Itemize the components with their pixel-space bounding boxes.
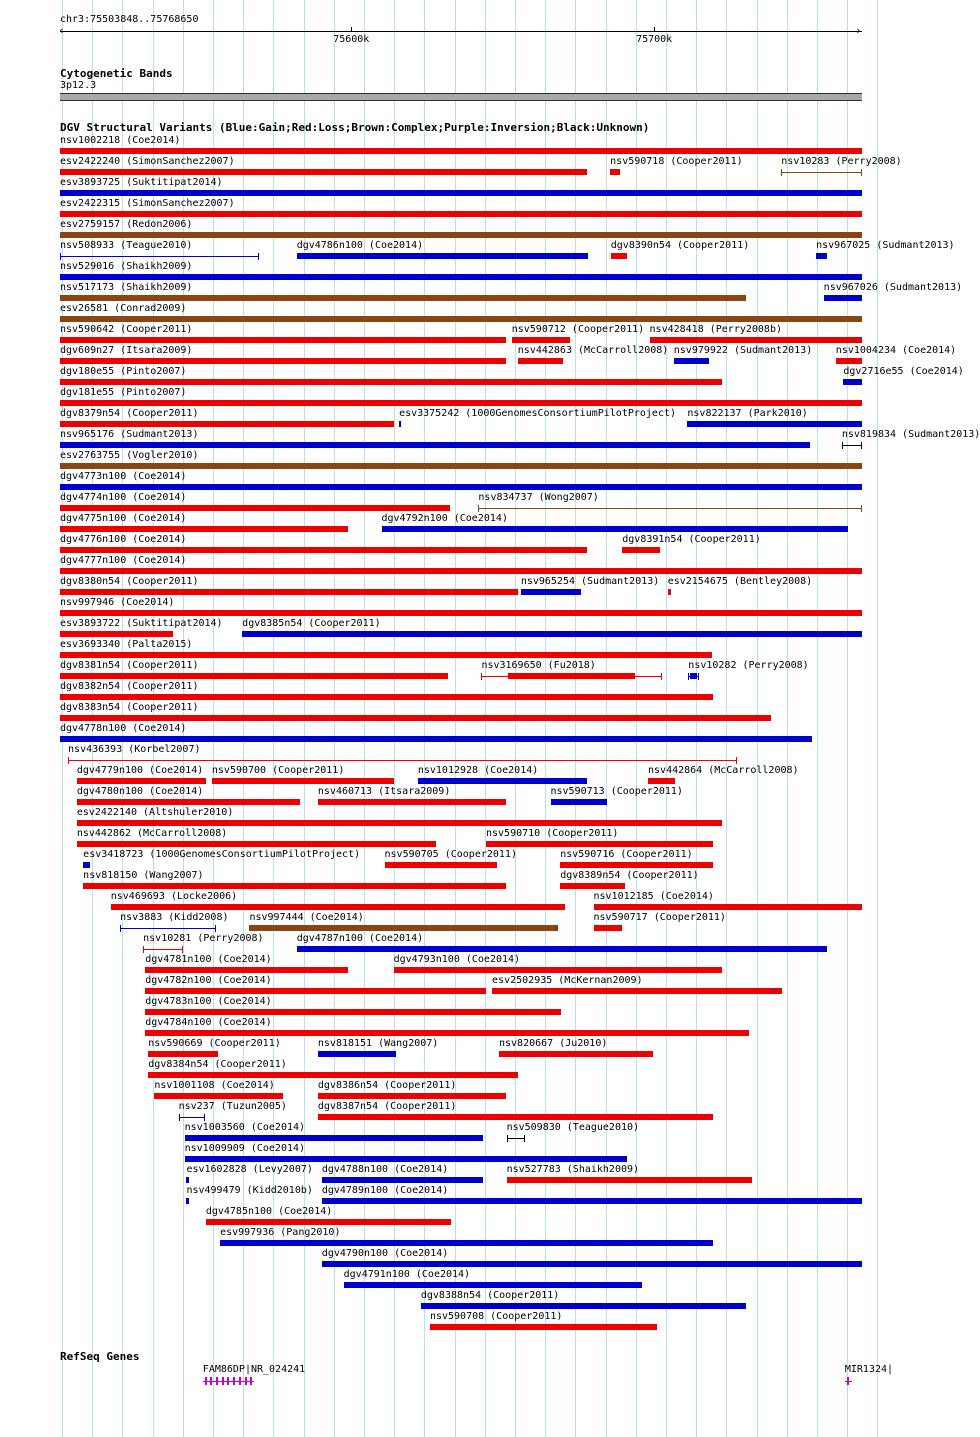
variant-line[interactable] <box>842 445 862 446</box>
variant-label[interactable]: dgv4782n100 (Coe2014) <box>145 975 272 986</box>
variant-label[interactable]: nsv590712 (Cooper2011) <box>511 324 645 335</box>
variant-label[interactable]: nsv818151 (Wang2007) <box>317 1038 439 1049</box>
variant-label[interactable]: esv3693340 (Palta2015) <box>60 639 193 650</box>
variant-label[interactable]: dgv4793n100 (Coe2014) <box>393 954 521 965</box>
variant-label[interactable]: nsv590713 (Cooper2011) <box>550 786 683 797</box>
variant-bar[interactable] <box>674 358 709 364</box>
variant-bar[interactable] <box>322 1261 862 1267</box>
variant-bar[interactable] <box>385 862 497 868</box>
gene-exon <box>245 1377 247 1385</box>
variant-bar[interactable] <box>154 1093 283 1099</box>
variant-start-tick <box>842 442 843 449</box>
variant-end-tick <box>204 1114 205 1121</box>
variant-bar[interactable] <box>650 337 862 343</box>
variant-bar[interactable] <box>60 589 518 595</box>
variant-label[interactable]: dgv4786n100 (Coe2014) <box>296 240 424 251</box>
variant-label[interactable]: dgv4775n100 (Coe2014) <box>60 513 187 524</box>
variant-bar[interactable] <box>60 232 862 238</box>
variant-label[interactable]: nsv460713 (Itsara2009) <box>317 786 451 797</box>
variant-line[interactable] <box>120 928 216 929</box>
variant-label[interactable]: nsv1002218 (Coe2014) <box>60 135 181 146</box>
variant-bar[interactable] <box>185 1135 483 1141</box>
variant-label[interactable]: esv3418723 (1000GenomesConsortiumPilotProject) <box>83 849 361 860</box>
variant-bar[interactable] <box>611 253 627 259</box>
variant-bar[interactable] <box>594 925 623 931</box>
variant-start-tick <box>68 757 69 764</box>
variant-label[interactable]: dgv8391n54 (Cooper2011) <box>622 534 761 545</box>
variant-label[interactable]: esv2422315 (SimonSanchez2007) <box>60 198 235 209</box>
variant-label[interactable]: nsv529016 (Shaikh2009) <box>60 261 193 272</box>
variant-label[interactable]: dgv8381n54 (Cooper2011) <box>60 660 199 671</box>
variant-label[interactable]: esv2154675 (Bentley2008) <box>667 576 813 587</box>
variant-bar[interactable] <box>297 253 588 259</box>
gene-exon <box>847 1377 849 1385</box>
variant-label[interactable]: esv2759157 (Redon2006) <box>60 219 193 230</box>
variant-end-tick <box>861 442 862 449</box>
variant-label[interactable]: dgv4785n100 (Coe2014) <box>205 1206 333 1217</box>
variant-bar[interactable] <box>77 778 206 784</box>
variant-bar[interactable] <box>60 400 862 406</box>
variant-bar[interactable] <box>507 1177 752 1183</box>
variant-label[interactable]: nsv509830 (Teague2010) <box>506 1122 640 1133</box>
variant-bar[interactable] <box>394 967 722 973</box>
gene-exon <box>250 1377 252 1385</box>
variant-label[interactable]: nsv436393 (Korbel2007) <box>68 744 201 755</box>
variant-label[interactable]: esv1602828 (Levy2007) <box>186 1164 313 1175</box>
variant-line[interactable] <box>478 508 862 509</box>
variant-label[interactable]: dgv4789n100 (Coe2014) <box>321 1185 449 1196</box>
gene-label[interactable]: MIR1324| <box>844 1364 894 1375</box>
variant-label[interactable]: nsv590710 (Cooper2011) <box>485 828 619 839</box>
variant-bar[interactable] <box>816 253 827 259</box>
variant-label[interactable]: dgv4783n100 (Coe2014) <box>145 996 272 1007</box>
variant-bar[interactable] <box>145 1030 749 1036</box>
variant-bar[interactable] <box>186 1198 188 1204</box>
refseq-track-title: RefSeq Genes <box>60 1350 140 1363</box>
variant-bar[interactable] <box>60 337 506 343</box>
variant-label[interactable]: dgv4792n100 (Coe2014) <box>381 513 508 524</box>
variant-bar[interactable] <box>322 1198 862 1204</box>
variant-label[interactable]: dgv8386n54 (Cooper2011) <box>317 1080 457 1091</box>
variant-label[interactable]: nsv997444 (Coe2014) <box>249 912 364 923</box>
ruler-tick <box>654 27 655 32</box>
variant-end-tick <box>258 253 259 260</box>
variant-label[interactable]: nsv1004234 (Coe2014) <box>835 345 957 356</box>
variant-bar[interactable] <box>60 715 771 721</box>
variant-bar[interactable] <box>824 295 862 301</box>
variant-label[interactable]: esv2422140 (Altshuler2010) <box>76 807 234 818</box>
variant-start-tick <box>507 1135 508 1142</box>
variant-label[interactable]: nsv517173 (Shaikh2009) <box>60 282 193 293</box>
variant-label[interactable]: nsv590669 (Cooper2011) <box>148 1038 281 1049</box>
ruler-tick-label: 75700k <box>636 34 673 45</box>
grid-line <box>877 0 878 1437</box>
variant-label[interactable]: nsv967025 (Sudmant2013) <box>816 240 955 251</box>
variant-label[interactable]: dgv8382n54 (Cooper2011) <box>60 681 199 692</box>
variant-label[interactable]: nsv442862 (McCarroll2008) <box>76 828 228 839</box>
variant-bar[interactable] <box>318 1093 506 1099</box>
variant-end-tick <box>861 169 862 176</box>
variant-bar[interactable] <box>499 1051 653 1057</box>
variant-line[interactable] <box>68 760 737 761</box>
variant-bar[interactable] <box>318 799 506 805</box>
variant-bar[interactable] <box>60 547 587 553</box>
variant-bar[interactable] <box>77 799 300 805</box>
variant-start-tick <box>478 505 479 512</box>
variant-label[interactable]: dgv4780n100 (Coe2014) <box>76 786 204 797</box>
variant-bar[interactable] <box>60 358 506 364</box>
variant-bar[interactable] <box>60 610 862 616</box>
variant-bar[interactable] <box>242 631 862 637</box>
variant-bar[interactable] <box>60 526 348 532</box>
ruler-left-arrow: ‹ <box>58 24 65 37</box>
variant-label[interactable]: dgv4781n100 (Coe2014) <box>145 954 272 965</box>
variant-line[interactable] <box>143 949 182 950</box>
variant-label[interactable]: nsv818150 (Wang2007) <box>83 870 204 881</box>
cytoband-label: 3p12.3 <box>60 80 97 91</box>
variant-start-tick <box>60 253 61 260</box>
variant-label[interactable]: nsv10282 (Perry2008) <box>688 660 809 671</box>
variant-label[interactable]: nsv997946 (Coe2014) <box>60 597 175 608</box>
variant-label[interactable]: dgv8385n54 (Cooper2011) <box>242 618 381 629</box>
variant-bar[interactable] <box>560 862 713 868</box>
gene-exon <box>227 1377 229 1385</box>
variant-label[interactable]: nsv527783 (Shaikh2009) <box>506 1164 640 1175</box>
variant-label[interactable]: dgv8389n54 (Cooper2011) <box>560 870 699 881</box>
variant-bar[interactable] <box>344 1282 642 1288</box>
variant-bar[interactable] <box>60 190 862 196</box>
variant-label[interactable]: dgv8379n54 (Cooper2011) <box>60 408 199 419</box>
variant-label[interactable]: nsv10281 (Perry2008) <box>143 933 264 944</box>
variant-bar[interactable] <box>60 484 862 490</box>
ruler-tick-label: 75600k <box>333 34 370 45</box>
variant-label[interactable]: dgv4790n100 (Coe2014) <box>321 1248 449 1259</box>
ruler-axis <box>60 31 862 32</box>
variant-end-tick <box>524 1135 525 1142</box>
variant-bar[interactable] <box>60 442 810 448</box>
variant-bar[interactable] <box>148 1072 517 1078</box>
variant-label[interactable]: dgv8387n54 (Cooper2011) <box>317 1101 457 1112</box>
variant-bar[interactable] <box>111 904 566 910</box>
gene-exon <box>205 1377 207 1385</box>
variant-bar[interactable] <box>60 316 862 322</box>
variant-bar[interactable] <box>249 925 558 931</box>
variant-label[interactable]: nsv590642 (Cooper2011) <box>60 324 193 335</box>
variant-label[interactable]: esv2422240 (SimonSanchez2007) <box>60 156 235 167</box>
variant-end-tick <box>215 925 216 932</box>
variant-bar[interactable] <box>521 589 582 595</box>
variant-label[interactable]: nsv10283 (Perry2008) <box>781 156 902 167</box>
variant-label[interactable]: nsv819834 (Sudmant2013) <box>841 429 980 440</box>
variant-bar[interactable] <box>145 967 348 973</box>
variant-bar[interactable] <box>77 820 722 826</box>
gene-label[interactable]: FAM86DP|NR_024241 <box>202 1364 306 1375</box>
variant-end-tick <box>661 673 662 680</box>
variant-bar[interactable] <box>560 883 625 889</box>
variant-bar[interactable] <box>594 904 862 910</box>
variant-label[interactable]: dgv8388n54 (Cooper2011) <box>420 1290 560 1301</box>
variant-end-tick <box>861 505 862 512</box>
variant-label[interactable]: nsv469693 (Locke2006) <box>110 891 238 902</box>
variant-label[interactable]: nsv237 (Tuzun2005) <box>178 1101 287 1112</box>
variant-label[interactable]: nsv590717 (Cooper2011) <box>593 912 726 923</box>
variant-label[interactable]: nsv1012928 (Coe2014) <box>417 765 539 776</box>
variant-bar[interactable] <box>145 1009 561 1015</box>
variant-label[interactable]: dgv4787n100 (Coe2014) <box>296 933 424 944</box>
variant-core-bar[interactable] <box>690 673 697 679</box>
variant-bar[interactable] <box>77 841 436 847</box>
variant-core-bar[interactable] <box>508 673 634 679</box>
variant-label[interactable]: esv3375242 (1000GenomesConsortiumPilotProject) <box>399 408 677 419</box>
variant-label[interactable]: esv3893725 (Suktitipat2014) <box>60 177 223 188</box>
variant-bar[interactable] <box>60 631 173 637</box>
variant-bar[interactable] <box>60 421 394 427</box>
variant-line[interactable] <box>60 256 259 257</box>
variant-label[interactable]: nsv442864 (McCarroll2008) <box>648 765 799 776</box>
gene-exon <box>222 1377 224 1385</box>
variant-label[interactable]: nsv508933 (Teague2010) <box>60 240 193 251</box>
variant-label[interactable]: nsv1001108 (Coe2014) <box>154 1080 275 1091</box>
variant-bar[interactable] <box>622 547 660 553</box>
variant-bar[interactable] <box>60 694 713 700</box>
variant-label[interactable]: nsv967026 (Sudmant2013) <box>823 282 963 293</box>
variant-label[interactable]: nsv442863 (McCarroll2008) <box>517 345 669 356</box>
variant-start-tick <box>143 946 144 953</box>
variant-label[interactable]: nsv979922 (Sudmant2013) <box>673 345 813 356</box>
gene-exon <box>210 1377 212 1385</box>
variant-bar[interactable] <box>60 463 862 469</box>
variant-label[interactable]: esv26581 (Conrad2009) <box>60 303 187 314</box>
variant-bar[interactable] <box>60 568 862 574</box>
variant-label[interactable]: dgv4778n100 (Coe2014) <box>60 723 187 734</box>
variant-line[interactable] <box>507 1138 525 1139</box>
variant-start-tick <box>179 1114 180 1121</box>
gene-exon <box>216 1377 218 1385</box>
gene-exon <box>233 1377 235 1385</box>
ruler-right-arrow: › <box>855 24 862 37</box>
cytoband-title: Cytogenetic Bands <box>60 67 173 80</box>
variant-label[interactable]: dgv4776n100 (Coe2014) <box>60 534 187 545</box>
variant-bar[interactable] <box>382 526 848 532</box>
dgv-track-title: DGV Structural Variants (Blue:Gain;Red:Loss;Brown:Complex;Purple:Inversion;Black:Unknown) <box>60 121 650 134</box>
variant-bar[interactable] <box>836 358 862 364</box>
variant-bar[interactable] <box>668 589 671 595</box>
variant-label[interactable]: nsv590718 (Cooper2011) <box>610 156 743 167</box>
variant-bar[interactable] <box>145 988 486 994</box>
variant-label[interactable]: nsv3169650 (Fu2018) <box>481 660 596 671</box>
variant-bar[interactable] <box>60 652 712 658</box>
variant-label[interactable]: nsv590705 (Cooper2011) <box>384 849 517 860</box>
variant-bar[interactable] <box>512 337 570 343</box>
variant-bar[interactable] <box>421 1303 747 1309</box>
variant-label[interactable]: dgv4774n100 (Coe2014) <box>60 492 187 503</box>
region-label: chr3:75503848..75768650 <box>60 14 199 25</box>
variant-end-tick <box>698 673 699 680</box>
variant-label[interactable]: nsv590716 (Cooper2011) <box>560 849 693 860</box>
variant-bar[interactable] <box>610 169 620 175</box>
variant-label[interactable]: nsv1003560 (Coe2014) <box>184 1122 306 1133</box>
variant-bar[interactable] <box>212 778 394 784</box>
variant-bar[interactable] <box>83 883 506 889</box>
variant-end-tick <box>736 757 737 764</box>
variant-label[interactable]: esv2502935 (McKernan2009) <box>492 975 643 986</box>
variant-bar[interactable] <box>399 421 401 427</box>
variant-label[interactable]: nsv834737 (Wong2007) <box>478 492 599 503</box>
variant-bar[interactable] <box>148 1051 218 1057</box>
variant-label[interactable]: nsv590700 (Cooper2011) <box>211 765 345 776</box>
variant-bar[interactable] <box>185 1156 627 1162</box>
variant-label[interactable]: dgv4784n100 (Coe2014) <box>145 1017 272 1028</box>
ruler-tick <box>351 27 352 32</box>
variant-bar[interactable] <box>83 862 90 868</box>
variant-label[interactable]: nsv1009909 (Coe2014) <box>184 1143 306 1154</box>
variant-bar[interactable] <box>648 778 675 784</box>
variant-label[interactable]: dgv8384n54 (Cooper2011) <box>148 1059 287 1070</box>
variant-bar[interactable] <box>206 1219 451 1225</box>
variant-label[interactable]: dgv4779n100 (Coe2014) <box>76 765 204 776</box>
variant-label[interactable]: dgv8383n54 (Cooper2011) <box>60 702 199 713</box>
variant-label[interactable]: dgv4791n100 (Coe2014) <box>343 1269 471 1280</box>
variant-bar[interactable] <box>486 841 713 847</box>
variant-bar[interactable] <box>60 169 587 175</box>
variant-bar[interactable] <box>518 358 563 364</box>
variant-label[interactable]: dgv609n27 (Itsara2009) <box>60 345 193 356</box>
variant-label[interactable]: nsv820667 (Ju2010) <box>499 1038 608 1049</box>
variant-bar[interactable] <box>318 1114 713 1120</box>
variant-label[interactable]: nsv428418 (Perry2008b) <box>649 324 782 335</box>
variant-label[interactable]: nsv3883 (Kidd2008) <box>120 912 229 923</box>
variant-label[interactable]: dgv2716e55 (Coe2014) <box>843 366 964 377</box>
variant-line[interactable] <box>781 172 862 173</box>
variant-bar[interactable] <box>60 148 862 154</box>
variant-label[interactable]: dgv4773n100 (Coe2014) <box>60 471 187 482</box>
variant-start-tick <box>781 169 782 176</box>
variant-label[interactable]: nsv499479 (Kidd2010b) <box>186 1185 313 1196</box>
cytoband-bar[interactable] <box>60 93 862 101</box>
variant-label[interactable]: dgv181e55 (Pinto2007) <box>60 387 187 398</box>
variant-bar[interactable] <box>60 274 862 280</box>
variant-bar[interactable] <box>318 1051 396 1057</box>
variant-label[interactable]: nsv822137 (Park2010) <box>687 408 808 419</box>
variant-start-tick <box>120 925 121 932</box>
variant-bar[interactable] <box>551 799 607 805</box>
gene-exon <box>239 1377 241 1385</box>
variant-label[interactable]: nsv590708 (Cooper2011) <box>429 1311 563 1322</box>
variant-bar[interactable] <box>418 778 588 784</box>
variant-line[interactable] <box>179 1117 206 1118</box>
variant-label[interactable]: nsv1012185 (Coe2014) <box>593 891 714 902</box>
variant-bar[interactable] <box>430 1324 657 1330</box>
variant-bar[interactable] <box>186 1177 188 1183</box>
variant-label[interactable]: dgv8380n54 (Cooper2011) <box>60 576 199 587</box>
variant-bar[interactable] <box>322 1177 483 1183</box>
variant-bar[interactable] <box>60 379 722 385</box>
variant-end-tick <box>182 946 183 953</box>
variant-bar[interactable] <box>220 1240 713 1246</box>
variant-start-tick <box>481 673 482 680</box>
variant-bar[interactable] <box>687 421 862 427</box>
variant-label[interactable]: dgv4788n100 (Coe2014) <box>321 1164 449 1175</box>
variant-label[interactable]: esv2763755 (Vogler2010) <box>60 450 199 461</box>
variant-bar[interactable] <box>492 988 782 994</box>
variant-label[interactable]: nsv965176 (Sudmant2013) <box>60 429 199 440</box>
variant-bar[interactable] <box>60 295 746 301</box>
variant-label[interactable]: nsv965254 (Sudmant2013) <box>520 576 660 587</box>
variant-bar[interactable] <box>843 379 862 385</box>
variant-bar[interactable] <box>60 505 450 511</box>
variant-bar[interactable] <box>60 673 448 679</box>
variant-label[interactable]: esv3893722 (Suktitipat2014) <box>60 618 223 629</box>
variant-label[interactable]: dgv4777n100 (Coe2014) <box>60 555 187 566</box>
variant-label[interactable]: esv997936 (Pang2010) <box>220 1227 341 1238</box>
variant-bar[interactable] <box>297 946 827 952</box>
variant-label[interactable]: dgv8390n54 (Cooper2011) <box>610 240 750 251</box>
variant-bar[interactable] <box>60 211 862 217</box>
variant-bar[interactable] <box>60 736 812 742</box>
variant-label[interactable]: dgv180e55 (Pinto2007) <box>60 366 187 377</box>
